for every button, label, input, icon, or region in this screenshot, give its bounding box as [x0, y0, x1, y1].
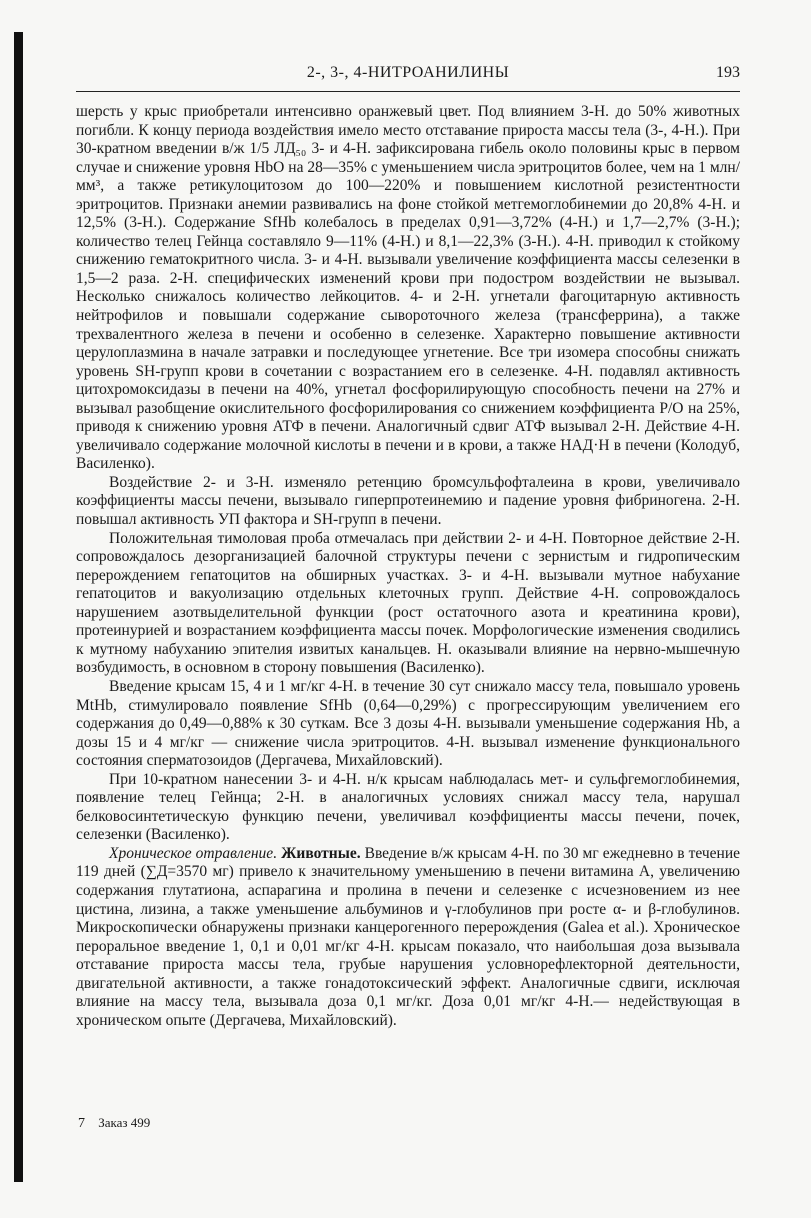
header-rule [76, 91, 740, 92]
order-note: Заказ 499 [98, 1115, 151, 1130]
paragraph-chronic [76, 845, 740, 1030]
running-title: 2-, 3-, 4-НИТРОАНИЛИНЫ [306, 64, 510, 81]
signature-number: 7 [78, 1116, 85, 1131]
page-body [76, 103, 740, 1030]
paragraph: Воздействие 2- и 3-Н. изменяло ретенцию бромсульфофталеина в крови, увеличивало коэффициенты массы печени, вызывало гиперпротеинемию и падение уровня фибриногена. 2-Н. повышал активность УП фактора и SH-групп в печени. [76, 473, 740, 529]
chronic-text: Введение в/ж крысам 4-Н. по 30 мг ежедневно в течение 119 дней (∑Д=3570 мг) привело к значительному уменьшению в печени витамина А, увеличению содержания глутатиона, аспарагина и пролина в печени и селезенке с исчезновением из нее цистина, лизина, а также уменьшение альбуминов и γ-глобулинов при росте α- и β-глобулинов. Микроскопически обнаружены признаки канцерогенного перерождения (Galea et al.). Хроническое пероральное введение 1, 0,1 и 0,01 мг/кг 4-Н. крысам показало, что наибольшая доза вызывала отставание прироста массы тела, грубые нарушения условнорефлекторной деятельности, двигательной активности, а также гонадотоксический эффект. Аналогичные сдвиги, исключая влияние на массу тела, вызывала доза 0,1 мг/кг. Доза 0,01 мг/кг 4-Н.— недействующая в хроническом опыте (Дергачева, Михайловский). [76, 844, 741, 1029]
paragraph: Положительная тимоловая проба отмечалась при действии 2- и 4-Н. Повторное действие 2-Н. сопровождалось дезорганизацией балочной структуры печени с зернистым и гидропическим перерождением гепатоцитов на обширных участках. 3- и 4-Н. вызывали мутное набухание гепатоцитов и вакуолизацию отдельных клеточных групп. Действие 4-Н. сопровождалось нарушением азотвыделительной функции (рост остаточного азота и креатинина крови), протеинурией и возрастанием коэффициента массы почек. Морфологические изменения сводились к мутному набуханию эпителия извитых канальцев. Н. оказывали влияние на нервно-мышечную возбудимость, в основном в сторону повышения (Василенко). [76, 529, 740, 677]
paragraph: Введение крысам 15, 4 и 1 мг/кг 4-Н. в течение 30 сут снижало массу тела, повышало уровень MtHb, стимулировало появление SfHb (0,64—0,29%) с прогрессирующим увеличением его содержания до 0,49—0,88% к 30 суткам. Все 3 дозы 4-Н. вызывали уменьшение содержания Hb, а дозы 15 и 4 мг/кг — снижение числа эритроцитов. 4-Н. вызывал изменение функционального состояния сперматозоидов (Дергачева, Михайловский). [76, 677, 740, 770]
binding-edge [14, 32, 23, 1182]
paragraph-continued: шерсть у крыс приобретали интенсивно оранжевый цвет. Под влиянием 3-Н. до 50% животных погибли. К концу периода воздействия имело место отставание прироста массы тела (3-, 4-Н.). При 30-кратном введении в/ж 1/5 ЛД₅₀ 3- и 4-Н. зафиксирована гибель около половины крыс в первом случае и снижение уровня HbO на 28—35% с уменьшением числа эритроцитов более, чем на 1 млн/мм³, а также ретикулоцитозом до 100—220% и повышением кислотной резистентности эритроцитов. Признаки анемии развивались на фоне стойкой метгемоглобинемии до 20,8% 4-Н. и 12,5% (3-Н.). Содержание SfHb колебалось в пределах 0,91—3,72% (4-Н.) и 1,7—2,7% (3-Н.); количество телец Гейнца составляло 9—11% (4-Н.) и 8,1—22,3% (3-Н.). 4-Н. приводил к стойкому снижению гематокритного числа. 3- и 4-Н. вызывали увеличение коэффициента массы селезенки в 1,5—2 раза. 2-Н. специфических изменений крови при подостром воздействии не вызывал. Несколько снижалось количество лейкоцитов. 4- и 2-Н. угнетали фагоцитарную активность нейтрофилов и повышали содержание сывороточного железа (трансферрина), а также трехвалентного железа в печени и особенно в селезенке. Характерно повышение активности церулоплазмина в начале затравки и последующее угнетение. Все три изомера способны снижать уровень SH-групп крови в сочетании с возрастанием его в селезенке. 4-Н. подавлял активность цитохромоксидазы в печени на 40%, угнетал фосфорилирующую способность печени на 27% и вызывал разобщение окислительного фосфорилирования со снижением коэффициента Р/О на 25%, приводя к снижению уровня АТФ в печени. Аналогичный сдвиг АТФ вызывал 2-Н. Действие 4-Н. увеличивало содержание молочной кислоты в печени и в крови, а также НАД·Н в печени (Колодуб, Василенко). [76, 103, 740, 473]
section-label-chronic: Хроническое отравление. [109, 844, 278, 862]
footer [78, 1115, 150, 1132]
running-header [76, 64, 740, 88]
paragraph: При 10-кратном нанесении 3- и 4-Н. н/к крысам наблюдалась мет- и сульфгемоглобинемия, появление телец Гейнца; 2-Н. в аналогичных условиях снижал массу тела, нарушал белковосинтетическую функцию печени, увеличивал коэффициенты массы печени, почек, селезенки (Василенко). [76, 770, 740, 844]
subsection-label-animals: Животные. [281, 844, 361, 862]
page-number: 193 [716, 64, 740, 81]
